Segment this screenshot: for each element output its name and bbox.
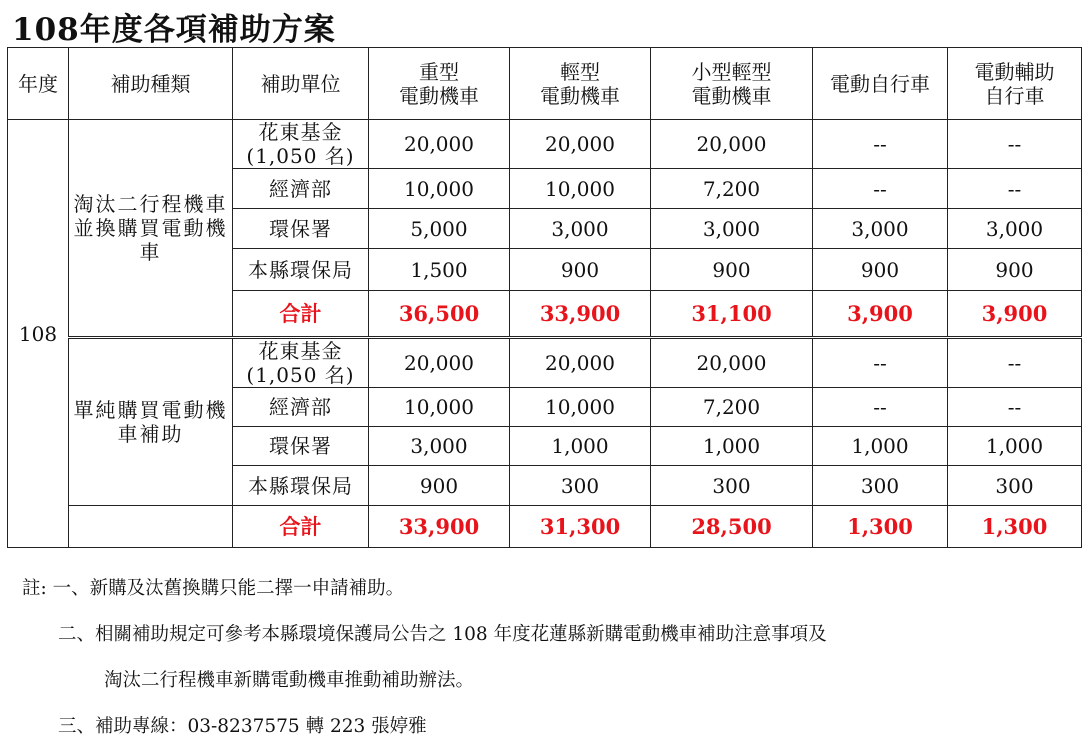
note-3: 三、補助專線：03-8237575 轉 223 張婷雅 bbox=[58, 716, 427, 737]
notes-section bbox=[22, 566, 827, 750]
value-cell: 3,000 bbox=[651, 209, 813, 249]
unit-cell: 花東基金 (1,050 名) bbox=[233, 120, 369, 169]
header-light: 輕型 電動機車 bbox=[510, 48, 651, 120]
unit-cell: 花東基金 (1,050 名) bbox=[233, 338, 369, 388]
value-cell: 900 bbox=[369, 466, 510, 506]
value-cell: 300 bbox=[651, 466, 813, 506]
note-1: 註: 一、新購及汰舊換購只能二擇一申請補助。 bbox=[22, 578, 405, 599]
value-cell: 1,000 bbox=[813, 427, 948, 466]
header-small-light: 小型輕型 電動機車 bbox=[651, 48, 813, 120]
value-cell: 300 bbox=[948, 466, 1082, 506]
total-cell: 33,900 bbox=[369, 506, 510, 548]
total-cell: 36,500 bbox=[369, 291, 510, 338]
category-cell: 單純購買電動機車補助 bbox=[69, 338, 233, 506]
page-title: 108年度各項補助方案 bbox=[12, 12, 336, 48]
value-cell: 10,000 bbox=[510, 169, 651, 209]
header-row bbox=[8, 48, 1082, 120]
value-cell: -- bbox=[813, 120, 948, 169]
note-2-continued: 淘汰二行程機車新購電動機車推動補助辦法。 bbox=[104, 670, 475, 691]
total-cell: 28,500 bbox=[651, 506, 813, 548]
value-cell: 3,000 bbox=[948, 209, 1082, 249]
empty-category-cell bbox=[69, 506, 233, 548]
total-cell: 33,900 bbox=[510, 291, 651, 338]
value-cell: 1,000 bbox=[510, 427, 651, 466]
value-cell: 7,200 bbox=[651, 388, 813, 427]
unit-cell: 本縣環保局 bbox=[233, 466, 369, 506]
value-cell: 1,000 bbox=[651, 427, 813, 466]
value-cell: -- bbox=[948, 169, 1082, 209]
value-cell: -- bbox=[948, 120, 1082, 169]
value-cell: 300 bbox=[813, 466, 948, 506]
unit-cell: 經濟部 bbox=[233, 388, 369, 427]
value-cell: -- bbox=[948, 338, 1082, 388]
header-unit: 補助單位 bbox=[233, 48, 369, 120]
value-cell: 300 bbox=[510, 466, 651, 506]
value-cell: 10,000 bbox=[369, 388, 510, 427]
total-label: 合計 bbox=[233, 506, 369, 548]
value-cell: 900 bbox=[651, 249, 813, 291]
total-cell: 31,100 bbox=[651, 291, 813, 338]
category-cell: 淘汰二行程機車並換購買電動機車 bbox=[69, 120, 233, 338]
value-cell: 1,500 bbox=[369, 249, 510, 291]
value-cell: 5,000 bbox=[369, 209, 510, 249]
value-cell: 900 bbox=[813, 249, 948, 291]
value-cell: -- bbox=[813, 169, 948, 209]
table-row bbox=[8, 338, 1082, 388]
value-cell: 3,000 bbox=[813, 209, 948, 249]
note-2: 二、相關補助規定可參考本縣環境保護局公告之 108 年度花蓮縣新購電動機車補助注意事項及 bbox=[58, 624, 827, 645]
value-cell: 10,000 bbox=[369, 169, 510, 209]
value-cell: 20,000 bbox=[369, 120, 510, 169]
value-cell: -- bbox=[948, 388, 1082, 427]
header-assist-bike: 電動輔助 自行車 bbox=[948, 48, 1082, 120]
value-cell: 900 bbox=[948, 249, 1082, 291]
value-cell: 3,000 bbox=[510, 209, 651, 249]
total-row bbox=[8, 506, 1082, 548]
subsidy-table bbox=[7, 47, 1082, 548]
total-cell: 1,300 bbox=[948, 506, 1082, 548]
header-year: 年度 bbox=[8, 48, 69, 120]
table-row bbox=[8, 120, 1082, 169]
value-cell: 20,000 bbox=[369, 338, 510, 388]
header-ebike: 電動自行車 bbox=[813, 48, 948, 120]
total-cell: 3,900 bbox=[948, 291, 1082, 338]
total-label: 合計 bbox=[233, 291, 369, 338]
unit-cell: 經濟部 bbox=[233, 169, 369, 209]
total-cell: 31,300 bbox=[510, 506, 651, 548]
value-cell: -- bbox=[813, 388, 948, 427]
unit-cell: 環保署 bbox=[233, 209, 369, 249]
value-cell: 900 bbox=[510, 249, 651, 291]
value-cell: 10,000 bbox=[510, 388, 651, 427]
header-heavy: 重型 電動機車 bbox=[369, 48, 510, 120]
total-cell: 1,300 bbox=[813, 506, 948, 548]
header-type: 補助種類 bbox=[69, 48, 233, 120]
value-cell: 3,000 bbox=[369, 427, 510, 466]
year-cell: 108 bbox=[8, 120, 69, 548]
value-cell: 20,000 bbox=[510, 120, 651, 169]
value-cell: 1,000 bbox=[948, 427, 1082, 466]
value-cell: -- bbox=[813, 338, 948, 388]
value-cell: 7,200 bbox=[651, 169, 813, 209]
value-cell: 20,000 bbox=[651, 120, 813, 169]
value-cell: 20,000 bbox=[510, 338, 651, 388]
total-cell: 3,900 bbox=[813, 291, 948, 338]
unit-cell: 本縣環保局 bbox=[233, 249, 369, 291]
value-cell: 20,000 bbox=[651, 338, 813, 388]
unit-cell: 環保署 bbox=[233, 427, 369, 466]
